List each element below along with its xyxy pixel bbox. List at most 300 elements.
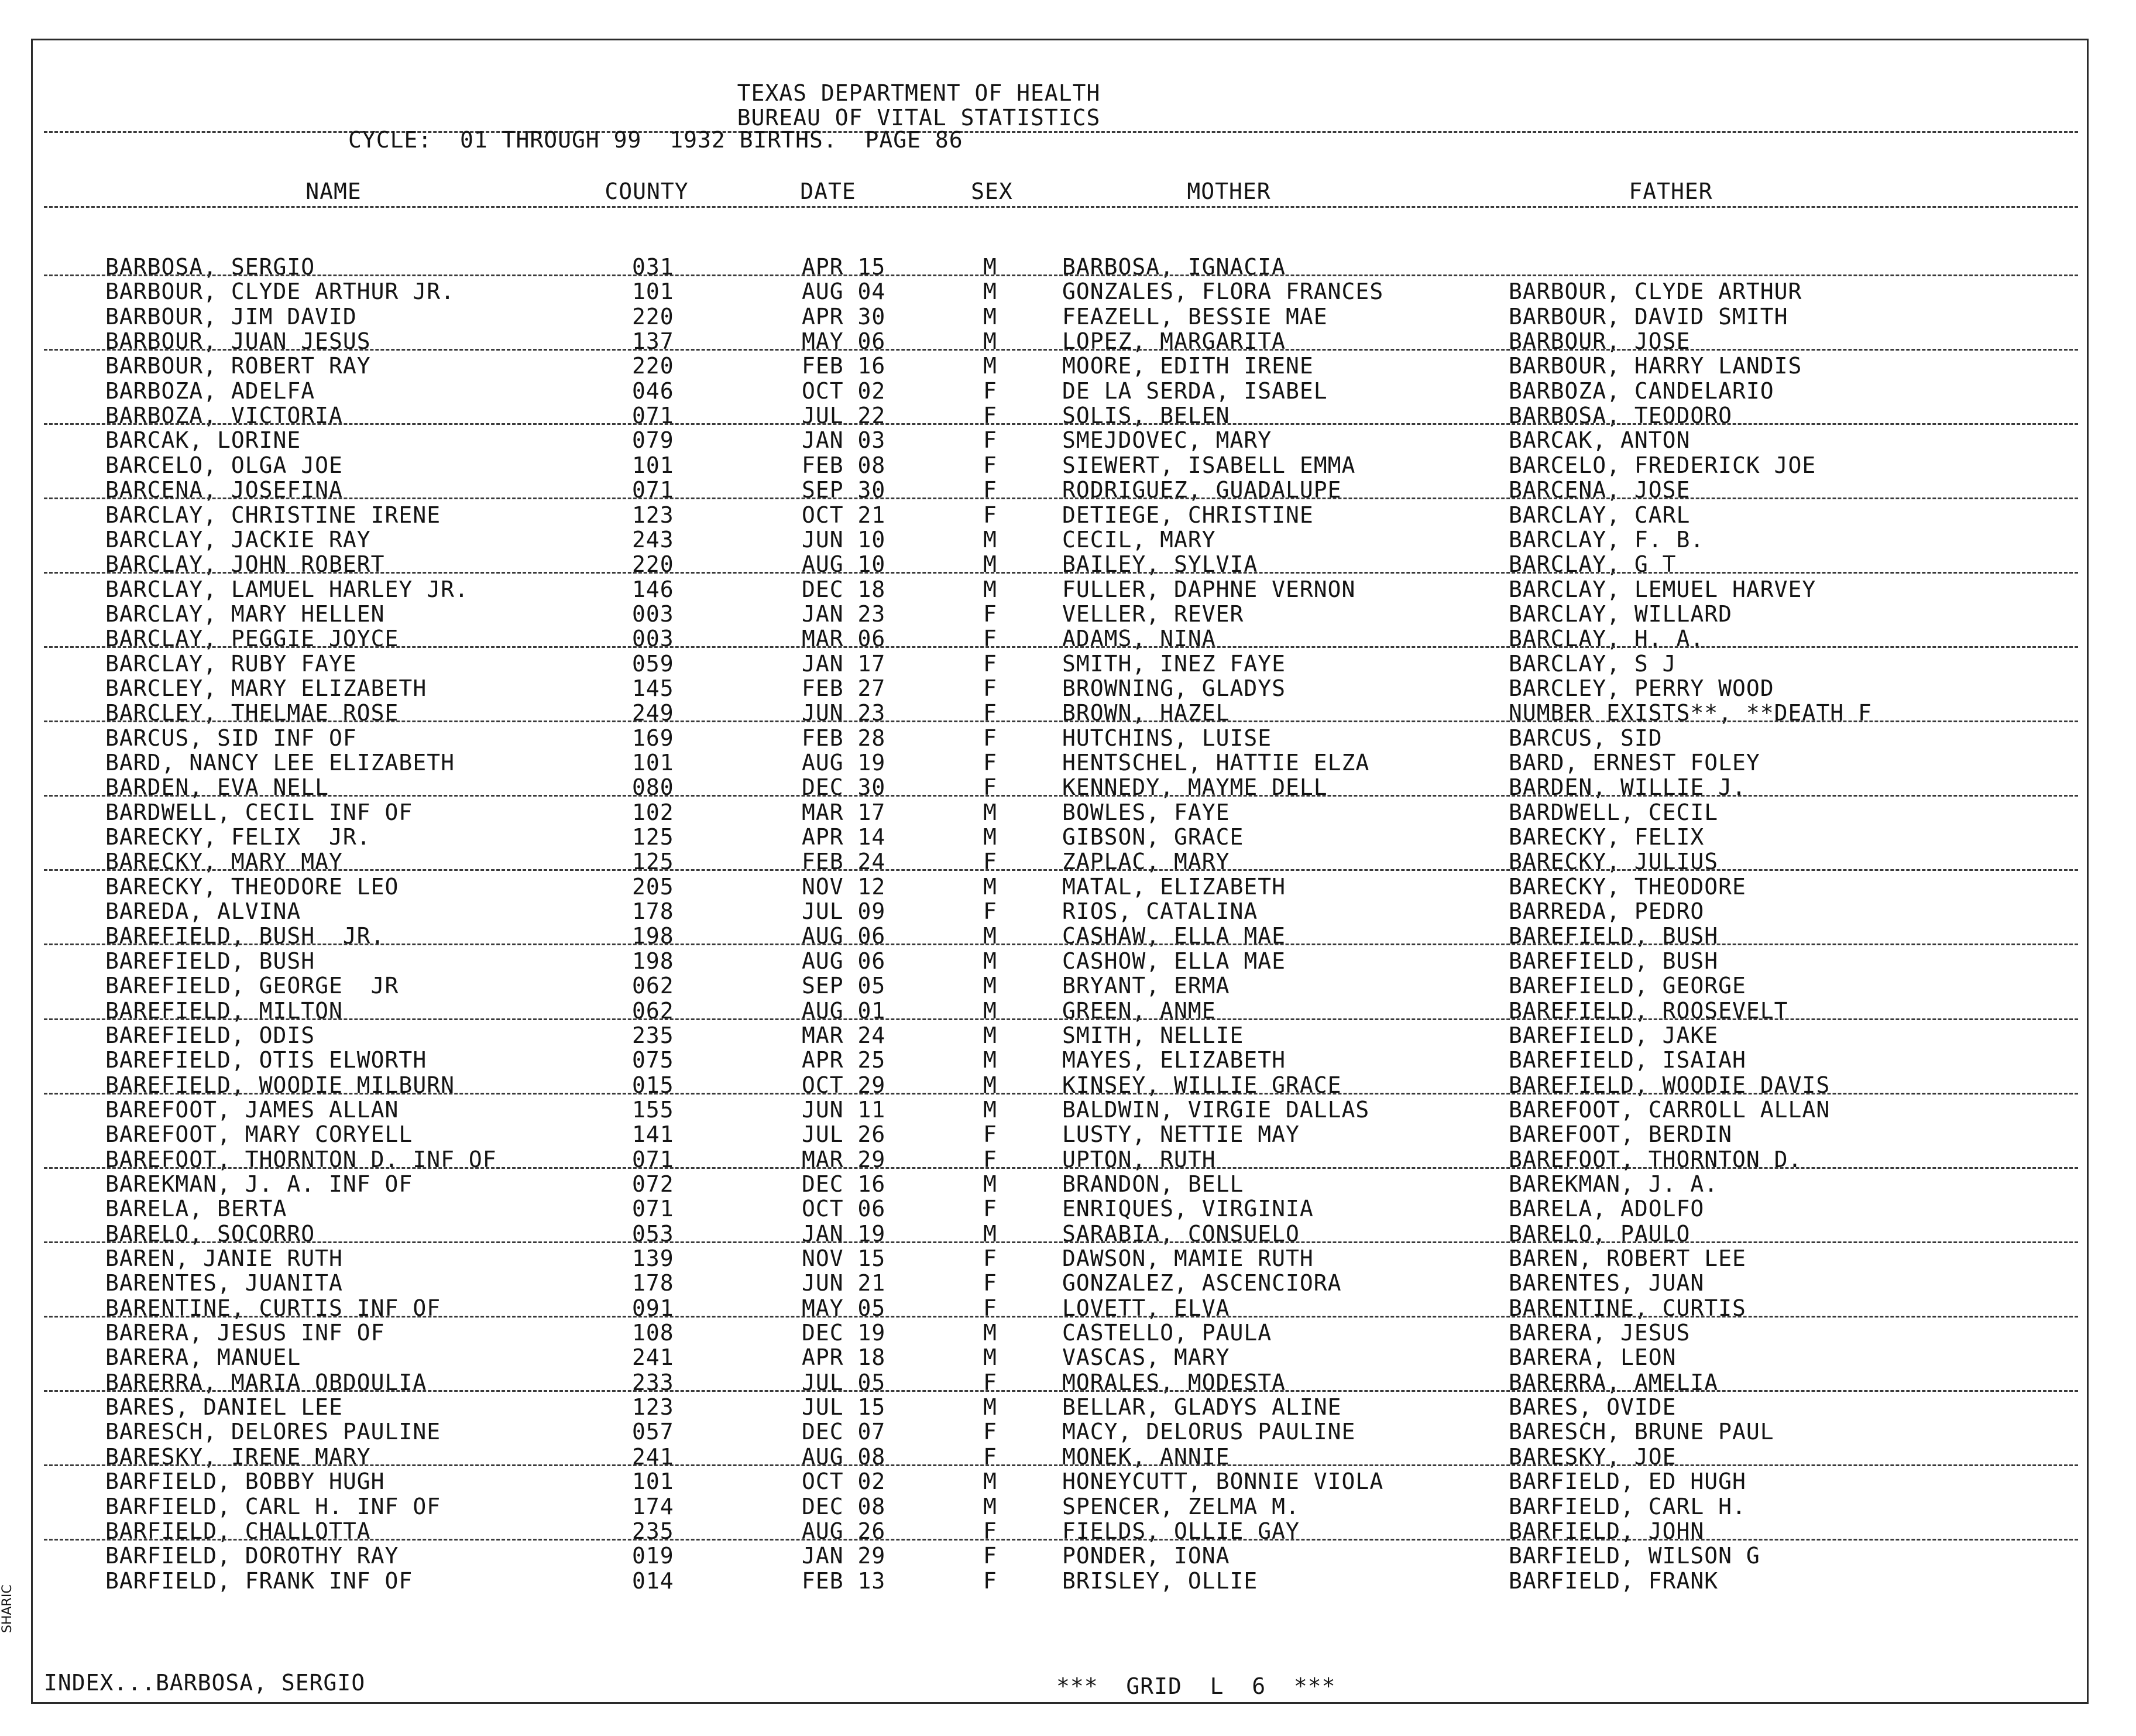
cell-mother: VASCAS, MARY [1062,1344,1230,1370]
cell-mother: SPENCER, ZELMA M. [1062,1494,1300,1519]
cell-mother: KINSEY, WILLIE GRACE [1062,1072,1342,1098]
cell-father: BARCUS, SID [1509,725,1663,751]
cell-mother: HONEYCUTT, BONNIE VIOLA [1062,1469,1384,1494]
cell-father: BARECKY, THEODORE [1509,874,1746,900]
row-separator [44,646,2078,648]
table-row [0,453,2136,478]
cell-name: BARENTES, JUANITA [105,1270,343,1296]
index-label: INDEX...BARBOSA, SERGIO [44,1670,366,1696]
cell-date: FEB 28 [802,725,886,751]
row-separator [44,1241,2078,1243]
row-separator [44,1093,2078,1095]
cell-sex: F [983,477,997,503]
table-row [0,651,2136,676]
cell-sex: F [983,725,997,751]
cell-name: BARCLAY, RUBY FAYE [105,651,357,677]
cell-county: 220 [632,353,674,379]
cell-father: BAREFOOT, THORNTON D. [1509,1147,1802,1172]
cell-name: BARDEN, EVA NELL [105,774,329,800]
cell-sex: F [983,1270,997,1296]
cell-father: BARBOUR, HARRY LANDIS [1509,353,1802,379]
cell-mother: FIELDS, OLLIE GAY [1062,1518,1300,1544]
table-row [0,1494,2136,1519]
cell-name: BAREFIELD, WOODIE MILBURN [105,1072,455,1098]
cell-mother: DE LA SERDA, ISABEL [1062,378,1328,404]
cell-sex: M [983,1344,997,1370]
cell-mother: PONDER, IONA [1062,1543,1230,1569]
cell-mother: HUTCHINS, LUISE [1062,725,1272,751]
cell-father: BARCLAY, WILLARD [1509,601,1733,627]
cell-county: 057 [632,1419,674,1445]
grid-label: *** GRID L 6 *** [1056,1673,1336,1699]
cell-mother: MACY, DELORUS PAULINE [1062,1419,1356,1445]
cell-name: BAREFIELD, BUSH [105,948,315,974]
cell-date: DEC 19 [802,1320,886,1346]
cell-name: BAREDA, ALVINA [105,898,301,924]
cell-date: SEP 05 [802,973,886,999]
cell-sex: M [983,1047,997,1073]
cell-mother: LOPEZ, MARGARITA [1062,328,1286,354]
cell-sex: F [983,1246,997,1271]
cell-county: 125 [632,824,674,850]
cell-county: 101 [632,452,674,478]
cell-county: 235 [632,1518,674,1544]
cell-sex: M [983,874,997,900]
cell-name: BAREFOOT, THORNTON D. INF OF [105,1147,497,1172]
cell-father: BARCELO, FREDERICK JOE [1509,452,1816,478]
cell-father: BAREFOOT, BERDIN [1509,1121,1733,1147]
cell-sex: F [983,502,997,528]
cell-name: BARBOUR, CLYDE ARTHUR JR. [105,279,455,304]
cell-sex: M [983,1320,997,1346]
cell-county: 169 [632,725,674,751]
cell-name: BAREN, JANIE RUTH [105,1246,343,1271]
cell-county: 102 [632,800,674,825]
cell-name: BARES, DANIEL LEE [105,1394,343,1420]
cell-mother: SIEWERT, ISABELL EMMA [1062,452,1356,478]
table-row [0,1320,2136,1345]
cell-date: AUG 06 [802,948,886,974]
cell-date: JUL 26 [802,1121,886,1147]
row-separator [44,423,2078,425]
cell-date: AUG 01 [802,998,886,1024]
cell-date: MAY 05 [802,1295,886,1321]
cell-sex: M [983,328,997,354]
cell-father: BARECKY, JULIUS [1509,849,1719,874]
cell-sex: M [983,577,997,602]
table-row [0,973,2136,998]
header-line1: TEXAS DEPARTMENT OF HEALTH [737,80,1101,106]
cell-county: 174 [632,1494,674,1519]
cell-name: BARELA, BERTA [105,1196,287,1222]
row-separator [44,1464,2078,1466]
cell-date: MAR 29 [802,1147,886,1172]
cell-mother: MAYES, ELIZABETH [1062,1047,1286,1073]
cell-mother: FULLER, DAPHNE VERNON [1062,577,1356,602]
cell-father: BARCAK, ANTON [1509,427,1691,453]
table-row [0,750,2136,775]
row-separator [44,1167,2078,1169]
cell-date: JUN 10 [802,527,886,553]
table-row [0,428,2136,452]
cell-sex: F [983,1444,997,1470]
cell-father: BAREFOOT, CARROLL ALLAN [1509,1097,1831,1123]
row-separator [44,1390,2078,1392]
cell-date: OCT 06 [802,1196,886,1222]
cell-name: BARBOZA, ADELFA [105,378,315,404]
cell-father: BAREFIELD, ISAIAH [1509,1047,1746,1073]
cell-sex: M [983,1394,997,1420]
cell-mother: BRANDON, BELL [1062,1171,1244,1197]
table-row [0,1419,2136,1444]
cell-sex: F [983,750,997,776]
cell-name: BARFIELD, DOROTHY RAY [105,1543,399,1569]
cell-county: 071 [632,403,674,428]
cell-sex: M [983,254,997,280]
cell-county: 059 [632,651,674,677]
cell-date: DEC 07 [802,1419,886,1445]
cell-sex: F [983,378,997,404]
cell-name: BARCLAY, LAMUEL HARLEY JR. [105,577,469,602]
cell-county: 071 [632,1147,674,1172]
cell-mother: BROWN, HAZEL [1062,700,1230,726]
table-row [0,1345,2136,1370]
cell-county: 220 [632,304,674,330]
cell-sex: F [983,1419,997,1445]
row-separator [44,1316,2078,1318]
cell-county: 072 [632,1171,674,1197]
cell-county: 198 [632,948,674,974]
column-name: NAME [305,179,362,204]
cell-sex: M [983,353,997,379]
table-row [0,1048,2136,1072]
cell-mother: SMEJDOVEC, MARY [1062,427,1272,453]
cell-sex: M [983,973,997,999]
table-row [0,1097,2136,1122]
cell-county: 243 [632,527,674,553]
cell-sex: F [983,1370,997,1395]
table-row [0,1395,2136,1419]
cell-mother: CASHOW, ELLA MAE [1062,948,1286,974]
cell-sex: F [983,1568,997,1594]
cell-sex: M [983,1171,997,1197]
cell-father: BAREFIELD, BUSH [1509,923,1719,949]
cell-father: BARDEN, WILLIE J. [1509,774,1746,800]
cell-name: BARCLEY, MARY ELIZABETH [105,675,427,701]
table-row [0,874,2136,899]
cell-mother: LOVETT, ELVA [1062,1295,1230,1321]
cell-county: 141 [632,1121,674,1147]
column-county: COUNTY [605,179,689,204]
cell-date: JUL 05 [802,1370,886,1395]
cell-county: 146 [632,577,674,602]
cell-date: JAN 23 [802,601,886,627]
cell-mother: FEAZELL, BESSIE MAE [1062,304,1328,330]
cell-date: MAR 06 [802,626,886,651]
cell-father: BARENTES, JUAN [1509,1270,1705,1296]
cell-date: DEC 08 [802,1494,886,1519]
row-separator [44,869,2078,871]
cell-sex: F [983,1518,997,1544]
cell-date: JAN 03 [802,427,886,453]
cell-father: BAREFIELD, GEORGE [1509,973,1746,999]
cell-name: BARCLAY, JACKIE RAY [105,527,371,553]
cell-county: 139 [632,1246,674,1271]
cell-county: 053 [632,1221,674,1247]
cell-date: DEC 16 [802,1171,886,1197]
cell-date: JAN 17 [802,651,886,677]
cell-name: BAREFIELD, BUSH JR. [105,923,385,949]
cell-name: BARFIELD, BOBBY HUGH [105,1469,385,1494]
cell-sex: M [983,824,997,850]
side-stamp: SHARIC [0,1584,15,1633]
cell-name: BARBOZA, VICTORIA [105,403,343,428]
cell-date: MAR 17 [802,800,886,825]
cell-date: OCT 02 [802,378,886,404]
cell-mother: RIOS, CATALINA [1062,898,1258,924]
cell-mother: MATAL, ELIZABETH [1062,874,1286,900]
cell-father: BARENTINE, CURTIS [1509,1295,1746,1321]
cell-sex: F [983,774,997,800]
cell-father: BARES, OVIDE [1509,1394,1677,1420]
cell-county: 091 [632,1295,674,1321]
cell-date: DEC 30 [802,774,886,800]
cell-mother: GONZALEZ, ASCENCIORA [1062,1270,1342,1296]
cell-county: 031 [632,254,674,280]
cell-name: BARCLEY, THELMAE ROSE [105,700,399,726]
cell-sex: F [983,1121,997,1147]
cell-mother: CASHAW, ELLA MAE [1062,923,1286,949]
cell-father: BARREDA, PEDRO [1509,898,1705,924]
cell-county: 198 [632,923,674,949]
cell-name: BARENTINE, CURTIS INF OF [105,1295,441,1321]
cell-father: BARBOZA, CANDELARIO [1509,378,1774,404]
cell-county: 003 [632,601,674,627]
cell-county: 123 [632,502,674,528]
cell-mother: SMITH, NELLIE [1062,1023,1244,1048]
cell-father: BARBOUR, DAVID SMITH [1509,304,1788,330]
cell-father: BARBOUR, JOSE [1509,328,1691,354]
cell-name: BARDWELL, CECIL INF OF [105,800,413,825]
cell-mother: GONZALES, FLORA FRANCES [1062,279,1384,304]
cell-county: 220 [632,551,674,577]
cell-date: JUL 15 [802,1394,886,1420]
cell-date: SEP 30 [802,477,886,503]
cell-sex: F [983,849,997,874]
cell-county: 205 [632,874,674,900]
cell-name: BARCENA, JOSEFINA [105,477,343,503]
cell-mother: CASTELLO, PAULA [1062,1320,1272,1346]
cell-name: BARERA, MANUEL [105,1344,301,1370]
table-row [0,1271,2136,1295]
cell-father: BARECKY, FELIX [1509,824,1705,850]
cell-name: BARELO, SOCORRO [105,1221,315,1247]
cell-name: BARESCH, DELORES PAULINE [105,1419,441,1445]
cell-date: FEB 16 [802,353,886,379]
cell-mother: BOWLES, FAYE [1062,800,1230,825]
header-line2: BUREAU OF VITAL STATISTICS [737,105,1101,131]
cell-name: BARCAK, LORINE [105,427,301,453]
cell-father: BARFIELD, WILSON G [1509,1543,1760,1569]
cell-sex: F [983,1295,997,1321]
cell-father: BARCLAY, LEMUEL HARVEY [1509,577,1816,602]
cell-sex: F [983,601,997,627]
table-row [0,1122,2136,1147]
cell-sex: F [983,427,997,453]
cell-father: BARELA, ADOLFO [1509,1196,1705,1222]
cell-name: BARERA, JESUS INF OF [105,1320,385,1346]
cell-name: BAREFOOT, JAMES ALLAN [105,1097,399,1123]
cell-father: BARDWELL, CECIL [1509,800,1719,825]
table-row [0,726,2136,750]
cell-date: JUN 23 [802,700,886,726]
cell-county: 062 [632,973,674,999]
cell-county: 233 [632,1370,674,1395]
cell-father: BARBOSA, TEODORO [1509,403,1733,428]
cell-county: 003 [632,626,674,651]
table-row [0,825,2136,849]
table-row [0,949,2136,973]
cell-mother: GIBSON, GRACE [1062,824,1244,850]
cell-name: BARBOSA, SERGIO [105,254,315,280]
cell-date: APR 14 [802,824,886,850]
cell-father: NUMBER EXISTS**, **DEATH F [1509,700,1872,726]
cell-father: BAREN, ROBERT LEE [1509,1246,1746,1271]
cell-date: APR 30 [802,304,886,330]
column-mother: MOTHER [1187,179,1271,204]
table-row [0,899,2136,924]
cell-sex: F [983,452,997,478]
cell-mother: SMITH, INEZ FAYE [1062,651,1286,677]
cell-date: JAN 19 [802,1221,886,1247]
table-row [0,354,2136,378]
cell-mother: MOORE, EDITH IRENE [1062,353,1314,379]
cell-county: 014 [632,1568,674,1594]
cell-county: 062 [632,998,674,1024]
cell-date: APR 18 [802,1344,886,1370]
cell-mother: ENRIQUES, VIRGINIA [1062,1196,1314,1222]
cell-father: BARFIELD, CARL H. [1509,1494,1746,1519]
cell-name: BARECKY, THEODORE LEO [105,874,399,900]
cell-name: BAREFIELD, OTIS ELWORTH [105,1047,427,1073]
cell-county: 178 [632,1270,674,1296]
cell-father: BARCLAY, F. B. [1509,527,1705,553]
cell-sex: F [983,1196,997,1222]
cell-mother: DETIEGE, CHRISTINE [1062,502,1314,528]
cell-father: BARCLAY, CARL [1509,502,1691,528]
cell-county: 125 [632,849,674,874]
cell-date: AUG 10 [802,551,886,577]
cell-date: FEB 24 [802,849,886,874]
cell-father: BARFIELD, JOHN [1509,1518,1705,1544]
cell-county: 108 [632,1320,674,1346]
cell-mother: GREEN, ANME [1062,998,1216,1024]
cell-date: JUN 21 [802,1270,886,1296]
cell-date: NOV 12 [802,874,886,900]
cell-mother: MONEK, ANNIE [1062,1444,1230,1470]
cell-name: BARD, NANCY LEE ELIZABETH [105,750,455,776]
cell-county: 235 [632,1023,674,1048]
row-separator [44,795,2078,797]
table-row [0,1543,2136,1568]
cell-father: BARCLAY, S J [1509,651,1677,677]
cell-county: 101 [632,279,674,304]
cell-name: BARFIELD, CARL H. INF OF [105,1494,441,1519]
cell-sex: M [983,527,997,553]
cell-county: 249 [632,700,674,726]
cell-mother: HENTSCHEL, HATTIE ELZA [1062,750,1370,776]
cell-sex: M [983,923,997,949]
cell-name: BARBOUR, JIM DAVID [105,304,357,330]
cell-name: BARFIELD, CHALLOTTA [105,1518,371,1544]
cell-date: AUG 04 [802,279,886,304]
table-row [0,602,2136,626]
cell-name: BARECKY, MARY MAY [105,849,343,874]
cell-name: BAREKMAN, J. A. INF OF [105,1171,413,1197]
cell-sex: M [983,800,997,825]
table-row [0,527,2136,552]
cell-date: AUG 26 [802,1518,886,1544]
cell-name: BARCLAY, PEGGIE JOYCE [105,626,399,651]
cell-name: BARCLAY, CHRISTINE IRENE [105,502,441,528]
row-separator [44,944,2078,945]
cell-date: FEB 13 [802,1568,886,1594]
cell-sex: M [983,1494,997,1519]
cell-mother: BRISLEY, OLLIE [1062,1568,1258,1594]
cell-county: 079 [632,427,674,453]
cell-name: BAREFOOT, MARY CORYELL [105,1121,413,1147]
table-row [0,1569,2136,1593]
cell-mother: BAILEY, SYLVIA [1062,551,1258,577]
cell-sex: M [983,948,997,974]
cell-county: 046 [632,378,674,404]
table-row [0,304,2136,329]
cell-sex: M [983,1469,997,1494]
cell-county: 241 [632,1444,674,1470]
cell-father: BARBOUR, CLYDE ARTHUR [1509,279,1802,304]
cell-father: BARD, ERNEST FOLEY [1509,750,1760,776]
cell-date: AUG 19 [802,750,886,776]
cell-county: 015 [632,1072,674,1098]
cell-father: BAREFIELD, ROOSEVELT [1509,998,1788,1024]
row-separator [44,498,2078,499]
cell-date: OCT 29 [802,1072,886,1098]
cell-father: BAREFIELD, BUSH [1509,948,1719,974]
cell-mother: MORALES, MODESTA [1062,1370,1286,1395]
cell-mother: VELLER, REVER [1062,601,1244,627]
cell-date: APR 25 [802,1047,886,1073]
cell-name: BARESKY, IRENE MARY [105,1444,371,1470]
cell-sex: F [983,651,997,677]
cell-date: JUL 22 [802,403,886,428]
cell-sex: F [983,403,997,428]
cell-date: NOV 15 [802,1246,886,1271]
table-row [0,800,2136,825]
cell-county: 075 [632,1047,674,1073]
cell-date: AUG 06 [802,923,886,949]
table-row [0,379,2136,403]
cell-father: BARCLAY, G T [1509,551,1677,577]
cell-county: 123 [632,1394,674,1420]
cell-sex: M [983,1072,997,1098]
cell-name: BARCELO, OLGA JOE [105,452,343,478]
cell-name: BARCLAY, JOHN ROBERT [105,551,385,577]
row-separator [44,349,2078,351]
table-row [0,1196,2136,1221]
cell-name: BARBOUR, ROBERT RAY [105,353,371,379]
cell-sex: F [983,898,997,924]
cell-mother: BRYANT, ERMA [1062,973,1230,999]
